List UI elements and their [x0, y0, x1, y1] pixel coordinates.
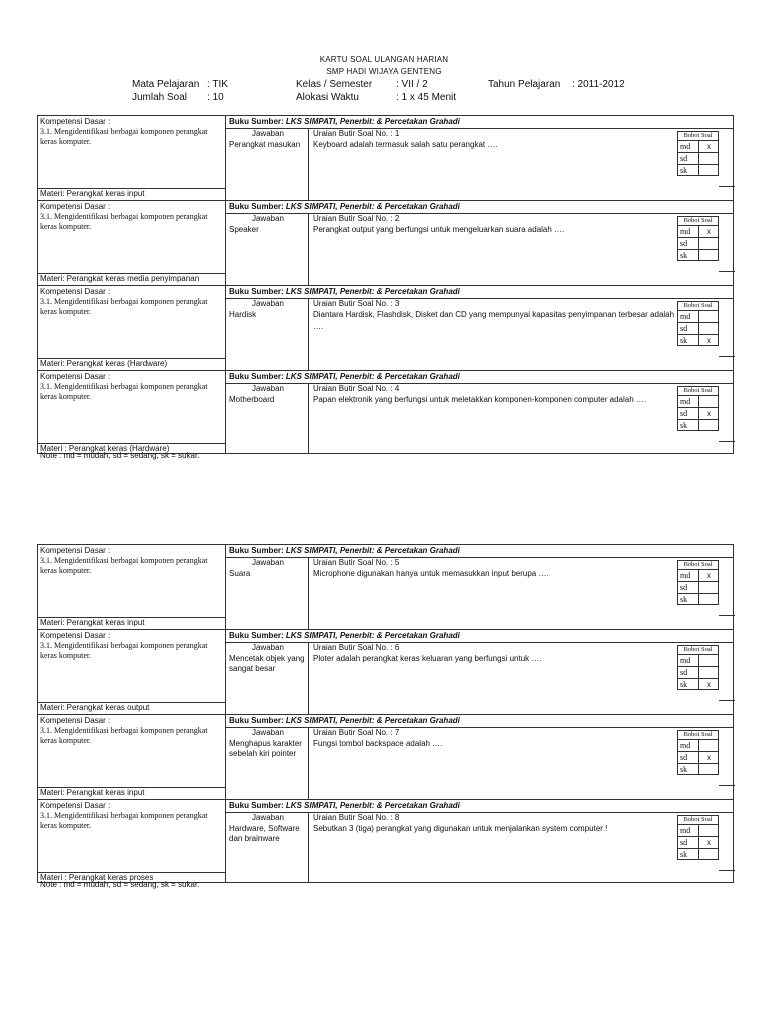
year-label: Tahun Pelajaran	[488, 79, 561, 90]
bobot-row-sd	[677, 322, 719, 334]
bobot-row-sd	[677, 237, 719, 249]
bobot-label-sk: sk	[680, 166, 688, 175]
bobot-soal-box	[677, 560, 719, 605]
kompetensi-label: Kompetensi Dasar :	[40, 287, 111, 296]
bobot-label-sd: sd	[680, 154, 688, 163]
question-text: Papan elektronik yang berfungsi untuk meletakkan komponen-komponen computer adalah ….	[313, 395, 647, 404]
bobot-row-sd	[677, 666, 719, 678]
bobot-soal-box	[677, 730, 719, 775]
question-text: Ploter adalah perangkat keras keluaran yang berfungsi untuk ….	[313, 654, 542, 663]
jawaban-text: Speaker	[229, 225, 259, 234]
bobot-label-md: md	[680, 227, 691, 236]
kompetensi-text: 3.1. Mengidentifikasi berbagai komponen perangkat keras komputer.	[40, 811, 208, 830]
difficulty-mark: x	[707, 227, 711, 236]
buku-sumber-source: LKS SIMPATI, Penerbit: & Percetakan Grahadi	[285, 801, 460, 810]
jawaban-text: Hardisk	[229, 310, 257, 319]
question-number: Uraian Butir Soal No. : 4	[313, 384, 400, 393]
bobot-row-sd	[677, 751, 719, 763]
jawaban-label: Jawaban	[251, 643, 285, 652]
jawaban-text: Motherboard	[229, 395, 275, 404]
bobot-label-sk: sk	[680, 336, 688, 345]
subject-value: : TIK	[207, 79, 228, 90]
bobot-label-md: md	[680, 571, 691, 580]
kompetensi-text: 3.1. Mengidentifikasi berbagai komponen perangkat keras komputer.	[40, 726, 208, 745]
bobot-title: Bobot Soal	[677, 560, 719, 569]
bobot-title: Bobot Soal	[677, 730, 719, 739]
question-card	[37, 714, 734, 799]
question-text: Sebutkan 3 (tiga) perangkat yang digunakan untuk menjalankan system computer !	[313, 824, 608, 833]
jawaban-text: Menghapus karakter sebelah kiri pointer	[229, 739, 302, 758]
materi-text: Materi: Perangkat keras media penyimpanan	[40, 274, 200, 283]
bobot-soal-box	[677, 815, 719, 860]
question-card	[37, 285, 734, 370]
count-value: : 10	[207, 92, 224, 103]
kompetensi-label: Kompetensi Dasar :	[40, 202, 111, 211]
bobot-soal-box	[677, 386, 719, 431]
jawaban-label: Jawaban	[251, 558, 285, 567]
bobot-title: Bobot Soal	[677, 216, 719, 225]
question-number: Uraian Butir Soal No. : 3	[313, 299, 400, 308]
materi-text: Materi: Perangkat keras input	[40, 189, 145, 198]
difficulty-mark: x	[707, 753, 711, 762]
kompetensi-text: 3.1. Mengidentifikasi berbagai komponen perangkat keras komputer.	[40, 127, 208, 146]
jawaban-label: Jawaban	[251, 384, 285, 393]
bobot-label-sd: sd	[680, 324, 688, 333]
jawaban-label: Jawaban	[251, 728, 285, 737]
jawaban-label: Jawaban	[251, 813, 285, 822]
bobot-label-md: md	[680, 741, 691, 750]
bobot-title: Bobot Soal	[677, 645, 719, 654]
question-card	[37, 799, 734, 883]
time-label: Alokasi Waktu	[296, 92, 359, 103]
card-group-2	[37, 544, 734, 883]
buku-sumber	[229, 716, 460, 726]
question-text: Perangkat output yang berfungsi untuk mengeluarkan suara adalah ….	[313, 225, 565, 234]
buku-sumber-label: Buku Sumber:	[229, 716, 286, 725]
subject-label: Mata Pelajaran	[132, 79, 200, 90]
buku-sumber-source: LKS SIMPATI, Penerbit: & Percetakan Grahadi	[285, 287, 460, 296]
jawaban-text: Hardware, Software dan brainware	[229, 824, 300, 843]
bobot-label-md: md	[680, 312, 691, 321]
bobot-label-sd: sd	[680, 838, 688, 847]
bobot-row-sd	[677, 407, 719, 419]
bobot-row-sk	[677, 678, 719, 690]
difficulty-mark: x	[707, 142, 711, 151]
legend-note: Note : md = mudah, sd = sedang, sk = sukar.	[40, 880, 200, 889]
question-text: Keyboard adalah termasuk salah satu perangkat ….	[313, 140, 498, 149]
buku-sumber	[229, 202, 460, 212]
bobot-label-sd: sd	[680, 668, 688, 677]
school-name: SMP HADI WIJAYA GENTENG	[326, 67, 442, 76]
bobot-row-md	[677, 824, 719, 836]
question-card	[37, 370, 734, 454]
legend-note: Note : md = mudah, sd = sedang, sk = sukar.	[40, 451, 200, 460]
bobot-label-sd: sd	[680, 753, 688, 762]
jawaban-text: Perangkat masukan	[229, 140, 301, 149]
question-card	[37, 629, 734, 714]
bobot-row-md	[677, 395, 719, 407]
question-card	[37, 544, 734, 629]
kompetensi-text: 3.1. Mengidentifikasi berbagai komponen perangkat keras komputer.	[40, 382, 208, 401]
bobot-label-md: md	[680, 397, 691, 406]
buku-sumber-label: Buku Sumber:	[229, 202, 286, 211]
bobot-row-sk	[677, 164, 719, 176]
jawaban-text: Mencetak objek yang sangat besar	[229, 654, 305, 673]
bobot-label-md: md	[680, 142, 691, 151]
question-number: Uraian Butir Soal No. : 1	[313, 129, 400, 138]
bobot-label-sk: sk	[680, 421, 688, 430]
kompetensi-text: 3.1. Mengidentifikasi berbagai komponen perangkat keras komputer.	[40, 212, 208, 231]
bobot-row-sk	[677, 419, 719, 431]
question-number: Uraian Butir Soal No. : 8	[313, 813, 400, 822]
difficulty-mark: x	[707, 838, 711, 847]
buku-sumber-source: LKS SIMPATI, Penerbit: & Percetakan Grahadi	[285, 631, 460, 640]
bobot-row-sd	[677, 581, 719, 593]
difficulty-mark: x	[707, 409, 711, 418]
materi-text: Materi : Perangkat keras proses	[40, 873, 154, 882]
kompetensi-label: Kompetensi Dasar :	[40, 372, 111, 381]
class-value: : VII / 2	[396, 79, 428, 90]
bobot-row-sd	[677, 152, 719, 164]
kompetensi-label: Kompetensi Dasar :	[40, 801, 111, 810]
jawaban-label: Jawaban	[251, 214, 285, 223]
bobot-title: Bobot Soal	[677, 301, 719, 310]
bobot-soal-box	[677, 216, 719, 261]
buku-sumber	[229, 631, 460, 641]
bobot-row-md	[677, 654, 719, 666]
question-text: Microphone digunakan hanya untuk memasukkan input berupa ….	[313, 569, 549, 578]
bobot-row-sk	[677, 249, 719, 261]
kompetensi-text: 3.1. Mengidentifikasi berbagai komponen perangkat keras komputer.	[40, 641, 208, 660]
kompetensi-label: Kompetensi Dasar :	[40, 546, 111, 555]
class-label: Kelas / Semester	[296, 79, 373, 90]
bobot-row-sk	[677, 848, 719, 860]
bobot-label-sk: sk	[680, 680, 688, 689]
difficulty-mark: x	[707, 336, 711, 345]
bobot-label-sk: sk	[680, 765, 688, 774]
question-number: Uraian Butir Soal No. : 7	[313, 728, 400, 737]
difficulty-mark: x	[707, 680, 711, 689]
jawaban-label: Jawaban	[251, 299, 285, 308]
bobot-row-md	[677, 225, 719, 237]
buku-sumber	[229, 801, 460, 811]
bobot-label-md: md	[680, 656, 691, 665]
bobot-row-sk	[677, 763, 719, 775]
question-text: Diantara Hardisk, Flashdisk, Disket dan CD yang mempunyai kapasitas penyimpanan terbesar adalah ….	[313, 310, 675, 331]
buku-sumber-source: LKS SIMPATI, Penerbit: & Percetakan Grahadi	[285, 372, 460, 381]
difficulty-mark: x	[707, 571, 711, 580]
bobot-title: Bobot Soal	[677, 815, 719, 824]
document-title: KARTU SOAL ULANGAN HARIAN	[319, 55, 449, 64]
materi-text: Materi : Perangkat keras (Hardware)	[40, 444, 170, 453]
question-number: Uraian Butir Soal No. : 2	[313, 214, 400, 223]
kompetensi-label: Kompetensi Dasar :	[40, 117, 111, 126]
buku-sumber	[229, 117, 460, 127]
bobot-soal-box	[677, 645, 719, 690]
buku-sumber-label: Buku Sumber:	[229, 117, 286, 126]
buku-sumber	[229, 287, 460, 297]
bobot-label-sd: sd	[680, 409, 688, 418]
question-number: Uraian Butir Soal No. : 5	[313, 558, 400, 567]
buku-sumber	[229, 372, 460, 382]
bobot-label-sk: sk	[680, 251, 688, 260]
bobot-label-sk: sk	[680, 850, 688, 859]
materi-text: Materi: Perangkat keras (Hardware)	[40, 359, 168, 368]
bobot-row-md	[677, 140, 719, 152]
bobot-row-md	[677, 569, 719, 581]
bobot-soal-box	[677, 131, 719, 176]
bobot-row-md	[677, 739, 719, 751]
count-label: Jumlah Soal	[132, 92, 188, 103]
bobot-row-sk	[677, 334, 719, 346]
bobot-label-sk: sk	[680, 595, 688, 604]
year-value: : 2011-2012	[572, 79, 625, 90]
kompetensi-text: 3.1. Mengidentifikasi berbagai komponen perangkat keras komputer.	[40, 556, 208, 575]
bobot-title: Bobot Soal	[677, 386, 719, 395]
buku-sumber-source: LKS SIMPATI, Penerbit: & Percetakan Grahadi	[285, 716, 460, 725]
buku-sumber-label: Buku Sumber:	[229, 801, 286, 810]
bobot-row-md	[677, 310, 719, 322]
buku-sumber-label: Buku Sumber:	[229, 546, 286, 555]
bobot-title: Bobot Soal	[677, 131, 719, 140]
question-text: Fungsi tombol backspace adalah ….	[313, 739, 443, 748]
buku-sumber-source: LKS SIMPATI, Penerbit: & Percetakan Grahadi	[285, 202, 460, 211]
jawaban-label: Jawaban	[251, 129, 285, 138]
kompetensi-label: Kompetensi Dasar :	[40, 716, 111, 725]
materi-text: Materi: Perangkat keras output	[40, 703, 150, 712]
time-value: : 1 x 45 Menit	[396, 92, 457, 103]
bobot-label-md: md	[680, 826, 691, 835]
kompetensi-label: Kompetensi Dasar :	[40, 631, 111, 640]
bobot-label-sd: sd	[680, 583, 688, 592]
buku-sumber-label: Buku Sumber:	[229, 631, 286, 640]
question-card	[37, 200, 734, 285]
jawaban-text: Suara	[229, 569, 251, 578]
card-group-1	[37, 115, 734, 454]
bobot-row-sk	[677, 593, 719, 605]
bobot-soal-box	[677, 301, 719, 346]
buku-sumber-source: LKS SIMPATI, Penerbit: & Percetakan Grahadi	[285, 546, 460, 555]
buku-sumber	[229, 546, 460, 556]
materi-text: Materi: Perangkat keras input	[40, 618, 145, 627]
question-number: Uraian Butir Soal No. : 6	[313, 643, 400, 652]
bobot-label-sd: sd	[680, 239, 688, 248]
buku-sumber-label: Buku Sumber:	[229, 372, 286, 381]
buku-sumber-label: Buku Sumber:	[229, 287, 286, 296]
question-card	[37, 115, 734, 200]
bobot-row-sd	[677, 836, 719, 848]
kompetensi-text: 3.1. Mengidentifikasi berbagai komponen perangkat keras komputer.	[40, 297, 208, 316]
materi-text: Materi: Perangkat keras input	[40, 788, 145, 797]
buku-sumber-source: LKS SIMPATI, Penerbit: & Percetakan Grahadi	[285, 117, 460, 126]
